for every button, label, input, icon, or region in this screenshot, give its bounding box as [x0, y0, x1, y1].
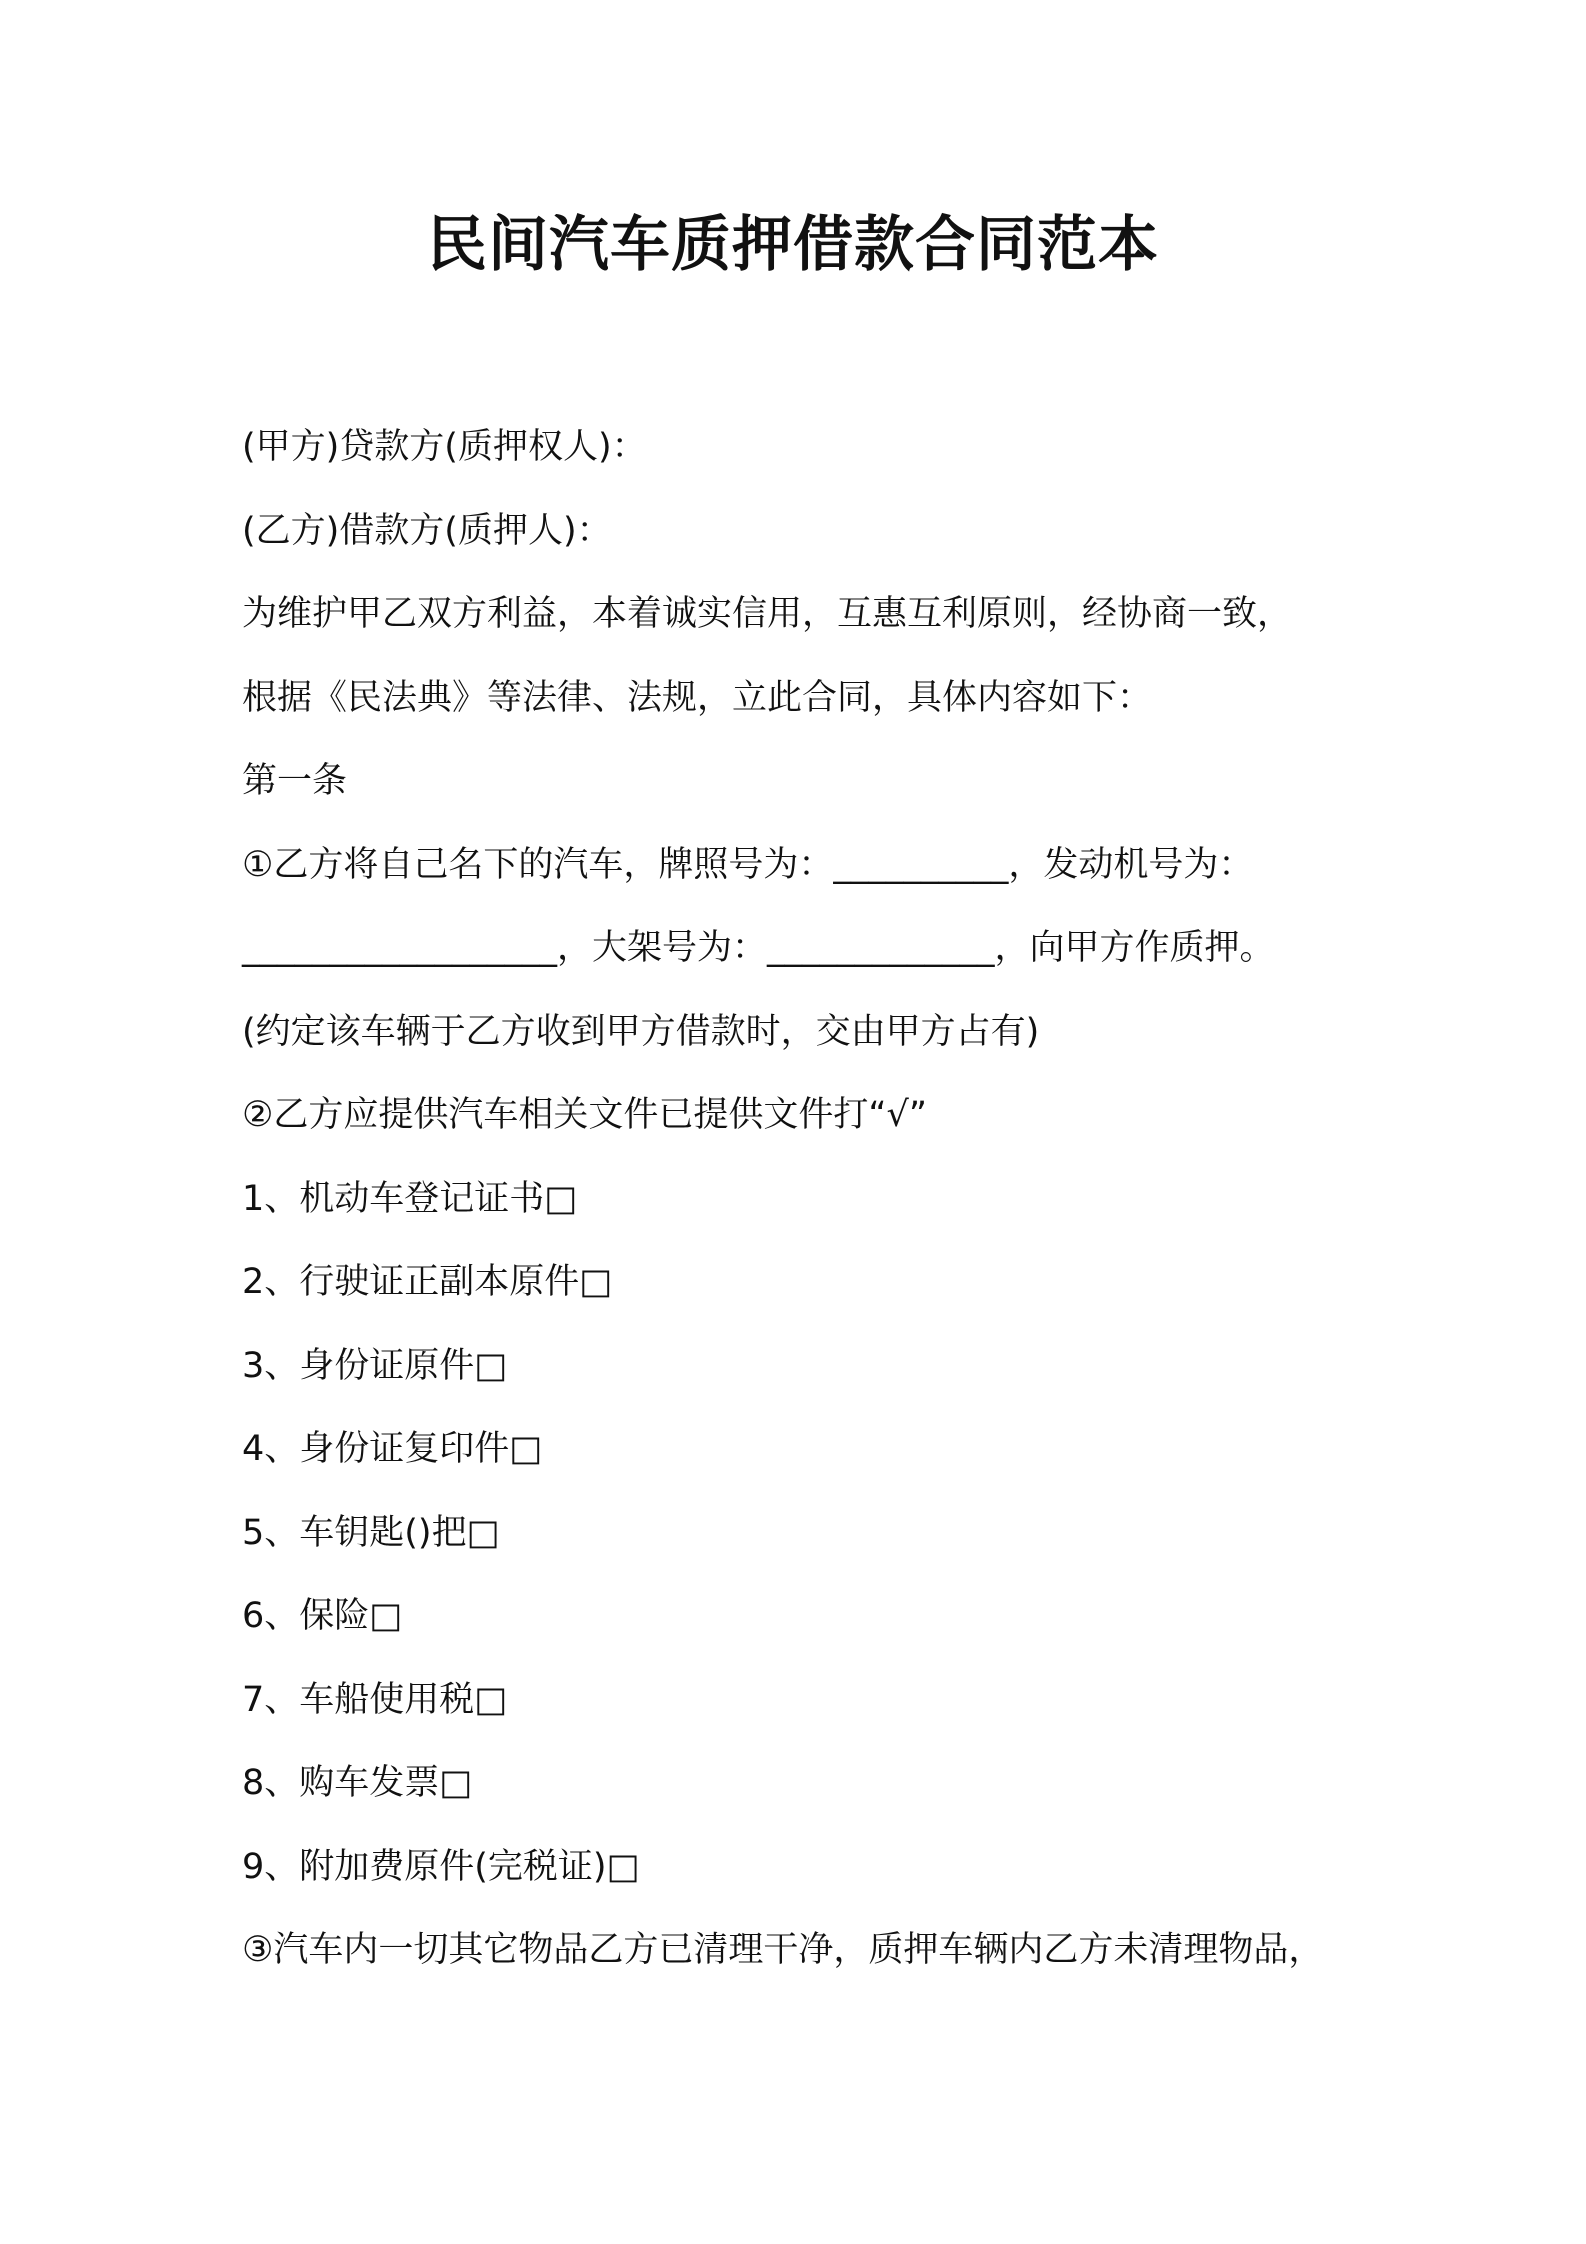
- clause-2-line: ②乙方应提供汽车相关文件已提供文件打“√”: [242, 1095, 927, 1135]
- document-item-5: 5、车钥匙()把□: [242, 1512, 500, 1553]
- document-item-9: 9、附加费原件(完税证)□: [242, 1846, 640, 1887]
- clause-1-note: (约定该车辆于乙方收到甲方借款时，交由甲方占有): [242, 1011, 1040, 1052]
- document-item-3: 3、身份证原件□: [242, 1345, 508, 1386]
- document-item-4: 4、身份证复印件□: [242, 1429, 543, 1469]
- document-title: 民间汽车质押借款合同范本: [427, 210, 1159, 280]
- article-one-heading: 第一条: [242, 761, 348, 801]
- document-item-8: 8、购车发票□: [242, 1763, 473, 1803]
- preamble-line-2: 根据《民法典》等法律、法规，立此合同，具体内容如下：: [242, 677, 1153, 718]
- clause-1-line-2: __________________，大架号为：_____________，向甲方作质押。: [242, 928, 1275, 968]
- document-item-6: 6、保险□: [242, 1596, 403, 1636]
- party-b-line: (乙方)借款方(质押人)：: [242, 510, 612, 551]
- document-item-7: 7、车船使用税□: [242, 1679, 508, 1720]
- document-item-1: 1、机动车登记证书□: [242, 1178, 578, 1219]
- preamble-line-1: 为维护甲乙双方利益，本着诚实信用，互惠互利原则，经协商一致，: [242, 594, 1293, 634]
- contract-body: [242, 406, 1392, 1993]
- clause-3-line: ③汽车内一切其它物品乙方已清理干净，质押车辆内乙方未清理物品，: [242, 1930, 1324, 1970]
- party-a-line: (甲方)贷款方(质押权人)：: [242, 427, 647, 467]
- document-item-2: 2、行驶证正副本原件□: [242, 1262, 613, 1302]
- clause-1-line-1: ①乙方将自己名下的汽车，牌照号为：__________，发动机号为：: [242, 844, 1254, 885]
